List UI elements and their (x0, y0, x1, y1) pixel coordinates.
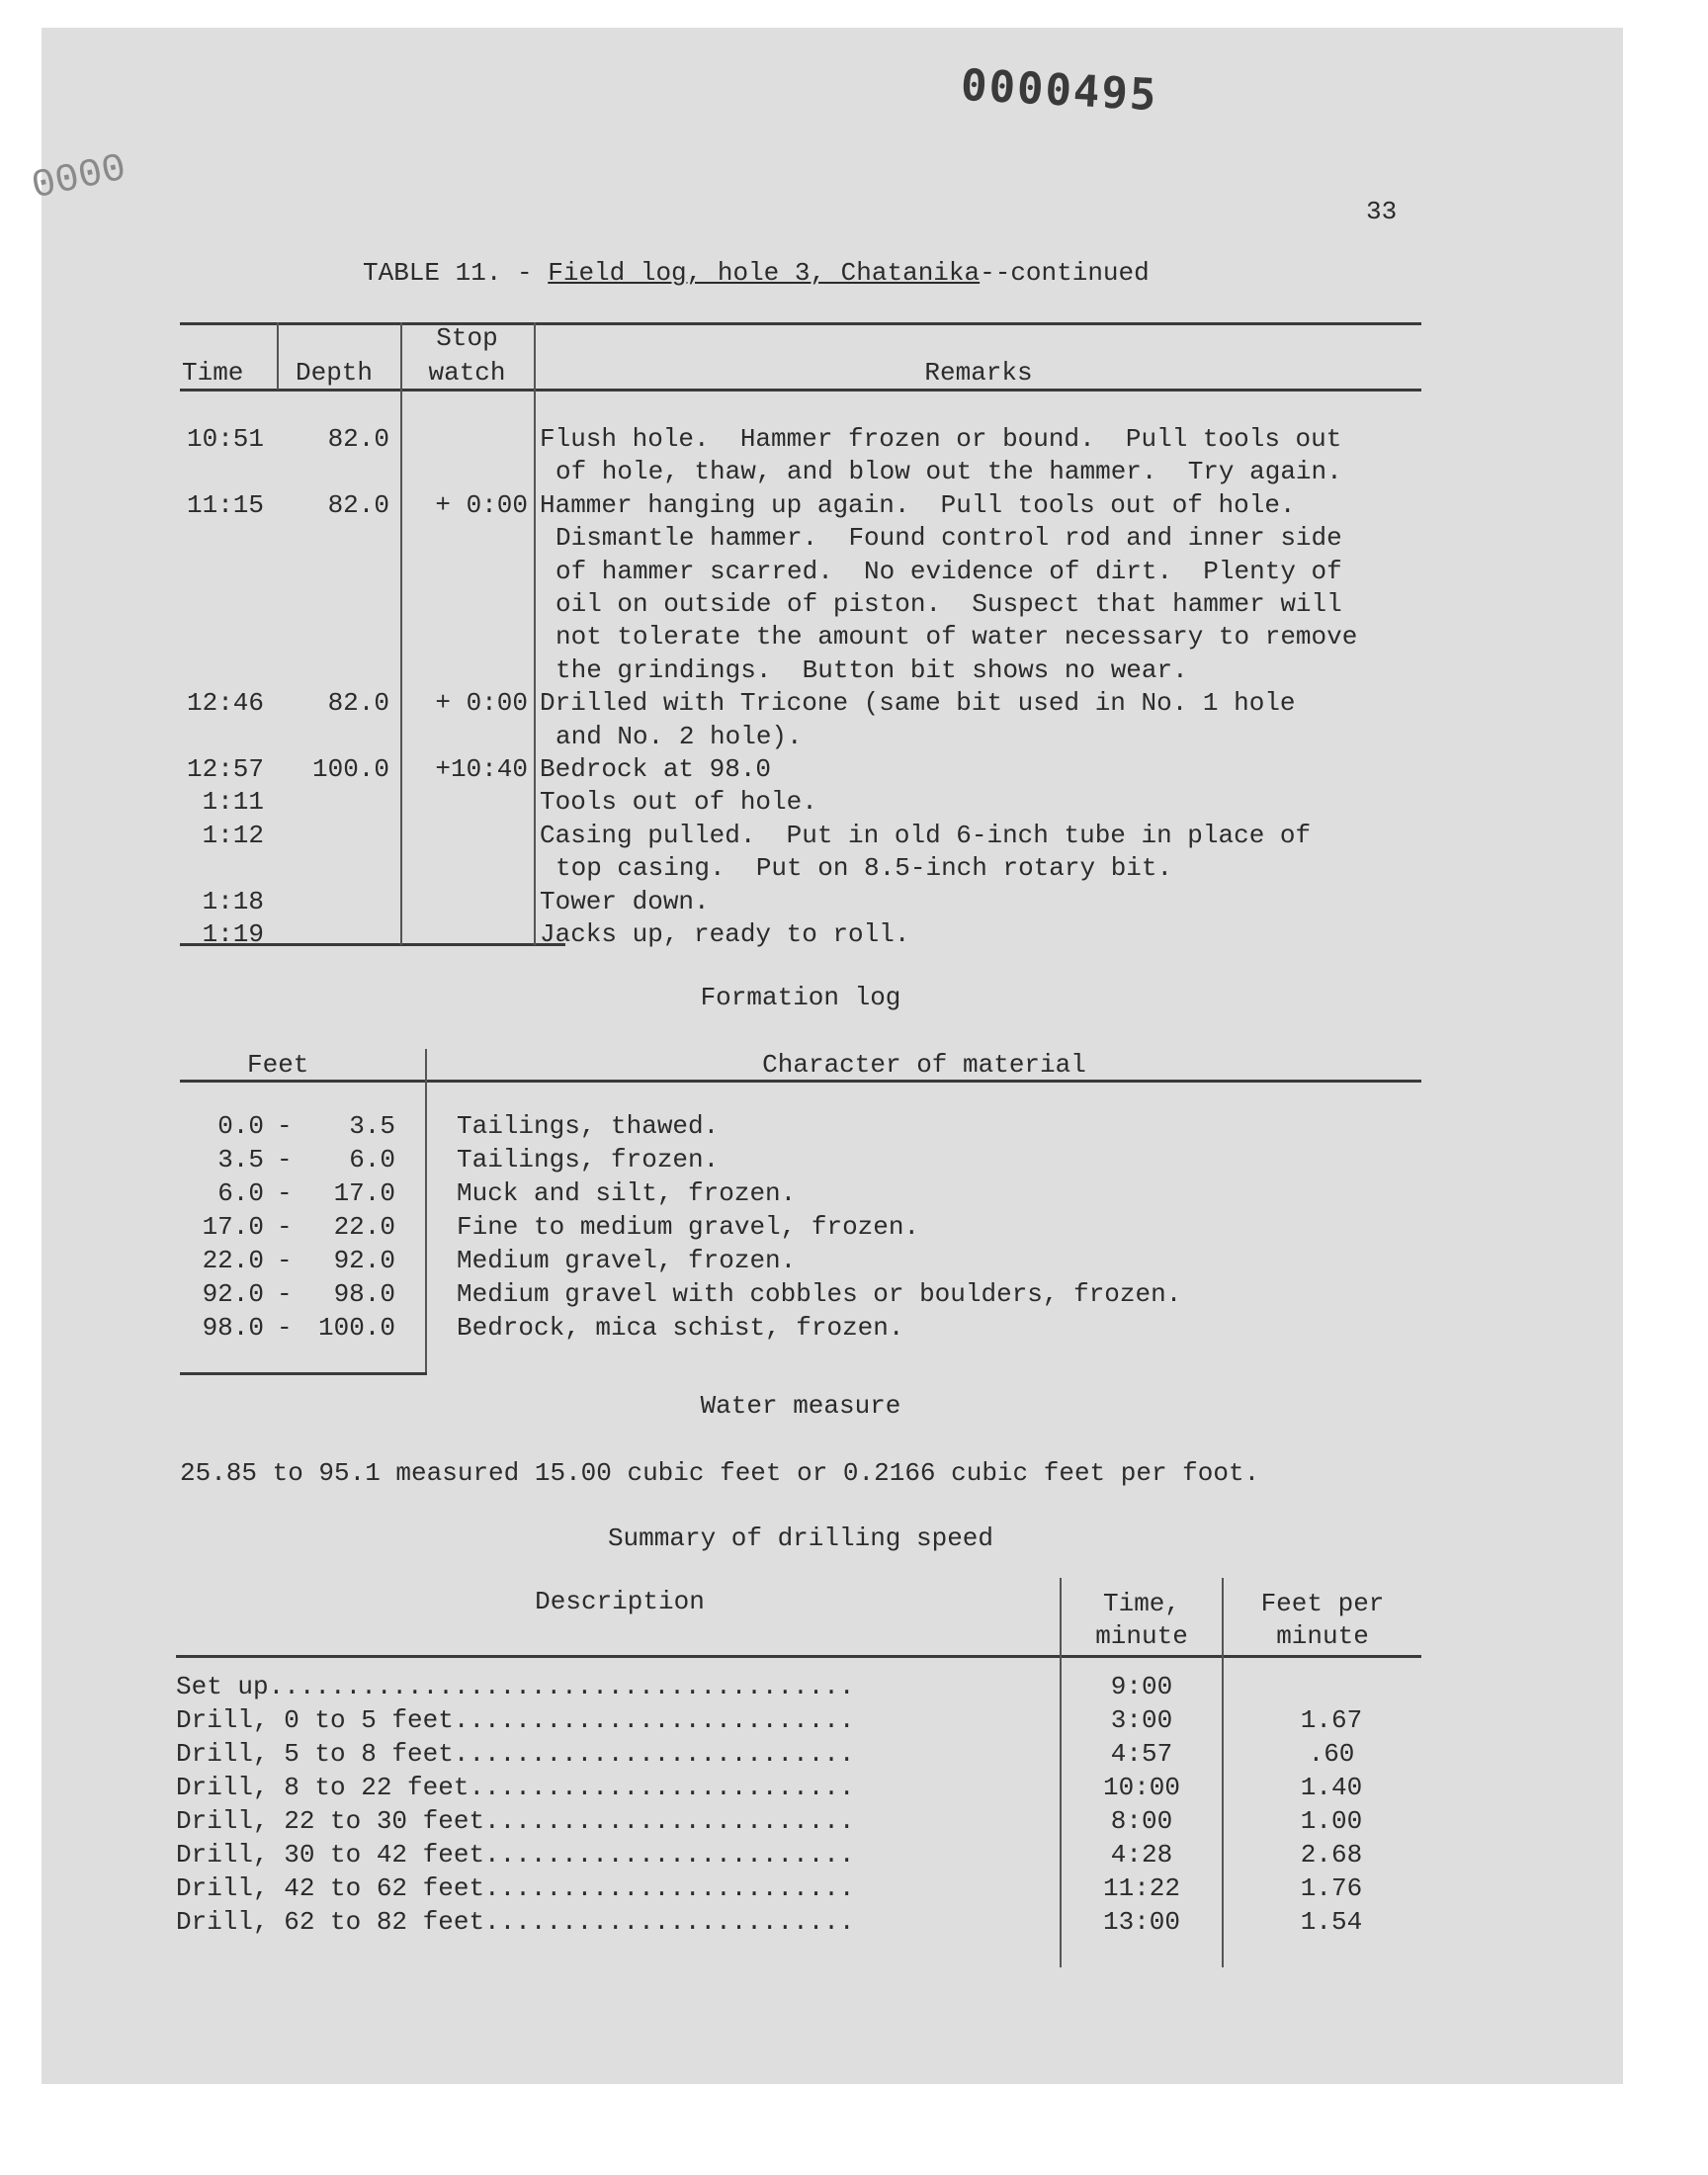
field-log-stopwatch: +10:40 (435, 754, 528, 784)
speed-feet-per-minute: 1.76 (1300, 1873, 1363, 1903)
field-log-remark-line: Drilled with Tricone (same bit used in No. 1 hole (540, 688, 1296, 719)
formation-from: 3.5 (217, 1145, 264, 1174)
field-log-col-sep-3 (534, 322, 536, 945)
formation-material: Bedrock, mica schist, frozen. (457, 1313, 904, 1343)
field-log-depth: 82.0 (327, 424, 389, 454)
header-depth: Depth (296, 358, 374, 388)
formation-from: 0.0 (217, 1111, 264, 1141)
formation-dash: - (277, 1313, 293, 1343)
speed-header-description: Description (535, 1587, 705, 1616)
formation-material: Muck and silt, frozen. (457, 1178, 797, 1208)
formation-material: Medium gravel with cobbles or boulders, frozen. (457, 1279, 1182, 1309)
formation-to: 17.0 (333, 1178, 395, 1208)
drilling-speed-title: Summary of drilling speed (607, 1523, 994, 1553)
field-log-time: 1:12 (202, 820, 264, 850)
header-time: Time (182, 358, 244, 388)
speed-col-sep-1 (1060, 1578, 1062, 1967)
field-log-depth: 100.0 (311, 754, 389, 784)
speed-time: 3:00 (1110, 1705, 1173, 1735)
speed-time: 10:00 (1102, 1773, 1180, 1802)
formation-header-feet: Feet (247, 1050, 309, 1080)
speed-header-feet-2: minute (1276, 1621, 1369, 1651)
field-log-time: 1:19 (202, 919, 264, 949)
formation-log-title: Formation log (700, 983, 901, 1012)
formation-header-rule (180, 1080, 1421, 1083)
field-log-stopwatch: + 0:00 (435, 688, 528, 719)
formation-to: 92.0 (333, 1246, 395, 1275)
formation-material: Tailings, thawed. (457, 1111, 720, 1141)
formation-dash: - (277, 1212, 293, 1242)
speed-header-rule (176, 1655, 1421, 1658)
speed-time: 13:00 (1102, 1907, 1180, 1937)
formation-header-material: Character of material (762, 1050, 1086, 1080)
speed-feet-per-minute: 1.00 (1300, 1806, 1363, 1836)
formation-dash: - (277, 1178, 293, 1208)
formation-to: 98.0 (333, 1279, 395, 1309)
formation-material: Fine to medium gravel, frozen. (457, 1212, 920, 1242)
field-log-time: 12:46 (186, 688, 264, 719)
formation-dash: - (277, 1145, 293, 1174)
field-log-remark-line: Tools out of hole. (540, 787, 817, 818)
speed-time: 11:22 (1102, 1873, 1180, 1903)
field-log-col-sep-1 (277, 322, 279, 390)
formation-from: 98.0 (202, 1313, 264, 1343)
corner-mark: 0000 (28, 146, 130, 211)
field-log-remark-line: Jacks up, ready to roll. (540, 919, 910, 949)
field-log-remark-line: the grindings. Button bit shows no wear. (555, 654, 1188, 685)
scanned-page (28, 28, 1623, 2084)
field-log-remark-line: Casing pulled. Put in old 6-inch tube in place of (540, 820, 1312, 850)
field-log-remark-line: not tolerate the amount of water necessary to remove (555, 622, 1358, 652)
field-log-time: 11:15 (186, 489, 264, 520)
header-remarks: Remarks (924, 358, 1033, 388)
formation-from: 22.0 (202, 1246, 264, 1275)
formation-to: 3.5 (349, 1111, 395, 1141)
speed-description: Drill, 5 to 8 feet.......................... (176, 1739, 855, 1769)
speed-description: Drill, 62 to 82 feet........................ (176, 1907, 855, 1937)
field-log-remark-line: Flush hole. Hammer frozen or bound. Pull tools out (540, 424, 1342, 454)
field-log-remark-line: of hole, thaw, and blow out the hammer. Try again. (555, 457, 1342, 487)
table-title-prefix: TABLE 11. - (363, 258, 549, 288)
stamp-number: 0000495 (959, 59, 1159, 122)
formation-dash: - (277, 1111, 293, 1141)
formation-dash: - (277, 1279, 293, 1309)
formation-col-sep (425, 1049, 427, 1375)
speed-feet-per-minute: 1.40 (1300, 1773, 1363, 1802)
field-log-time: 12:57 (186, 754, 264, 784)
formation-from: 6.0 (217, 1178, 264, 1208)
formation-to: 22.0 (333, 1212, 395, 1242)
field-log-depth: 82.0 (327, 489, 389, 520)
speed-feet-per-minute: 1.67 (1300, 1705, 1363, 1735)
header-stopwatch-2: watch (428, 358, 506, 388)
field-log-remark-line: Dismantle hammer. Found control rod and inner side (555, 523, 1342, 554)
field-log-time: 1:18 (202, 886, 264, 916)
table-title (363, 257, 1150, 290)
field-log-time: 1:11 (202, 787, 264, 818)
formation-from: 17.0 (202, 1212, 264, 1242)
field-log-depth: 82.0 (327, 688, 389, 719)
table-title-suffix: --continued (980, 258, 1150, 288)
formation-material: Medium gravel, frozen. (457, 1246, 797, 1275)
water-measure-title: Water measure (700, 1391, 901, 1421)
speed-col-sep-2 (1222, 1578, 1224, 1967)
speed-time: 4:28 (1110, 1840, 1173, 1870)
speed-description: Set up...................................... (176, 1672, 855, 1701)
formation-to: 6.0 (349, 1145, 395, 1174)
speed-description: Drill, 22 to 30 feet........................ (176, 1806, 855, 1836)
speed-time: 9:00 (1110, 1672, 1173, 1701)
formation-from: 92.0 (202, 1279, 264, 1309)
speed-time: 4:57 (1110, 1739, 1173, 1769)
speed-header-feet-1: Feet per (1260, 1589, 1385, 1618)
field-log-col-sep-2 (400, 322, 402, 945)
formation-bottom-rule (180, 1372, 427, 1375)
water-measure-text: 25.85 to 95.1 measured 15.00 cubic feet or 0.2166 cubic feet per foot. (180, 1458, 1260, 1488)
field-log-top-rule (180, 322, 1421, 325)
header-stopwatch-1: Stop (436, 323, 498, 353)
speed-feet-per-minute: .60 (1308, 1739, 1355, 1769)
table-title-underlined: Field log, hole 3, Chatanika (548, 258, 981, 288)
field-log-remark-line: Bedrock at 98.0 (540, 754, 772, 784)
page-number: 33 (1366, 197, 1398, 226)
field-log-remark-line: Hammer hanging up again. Pull tools out of hole. (540, 489, 1296, 520)
field-log-remark-line: of hammer scarred. No evidence of dirt. Plenty of (555, 556, 1342, 586)
field-log-time: 10:51 (186, 424, 264, 454)
speed-description: Drill, 8 to 22 feet......................... (176, 1773, 855, 1802)
field-log-stopwatch: + 0:00 (435, 489, 528, 520)
speed-feet-per-minute: 1.54 (1300, 1907, 1363, 1937)
formation-dash: - (277, 1246, 293, 1275)
speed-description: Drill, 42 to 62 feet........................ (176, 1873, 855, 1903)
field-log-remark-line: oil on outside of piston. Suspect that hammer will (555, 589, 1342, 619)
speed-feet-per-minute: 2.68 (1300, 1840, 1363, 1870)
formation-to: 100.0 (317, 1313, 395, 1343)
field-log-remark-line: and No. 2 hole). (555, 721, 803, 751)
speed-time: 8:00 (1110, 1806, 1173, 1836)
speed-description: Drill, 0 to 5 feet.......................... (176, 1705, 855, 1735)
speed-description: Drill, 30 to 42 feet........................ (176, 1840, 855, 1870)
speed-header-time-2: minute (1095, 1621, 1188, 1651)
formation-material: Tailings, frozen. (457, 1145, 720, 1174)
field-log-remark-line: Tower down. (540, 886, 710, 916)
speed-header-time-1: Time, (1102, 1589, 1180, 1618)
field-log-remark-line: top casing. Put on 8.5-inch rotary bit. (555, 853, 1173, 884)
